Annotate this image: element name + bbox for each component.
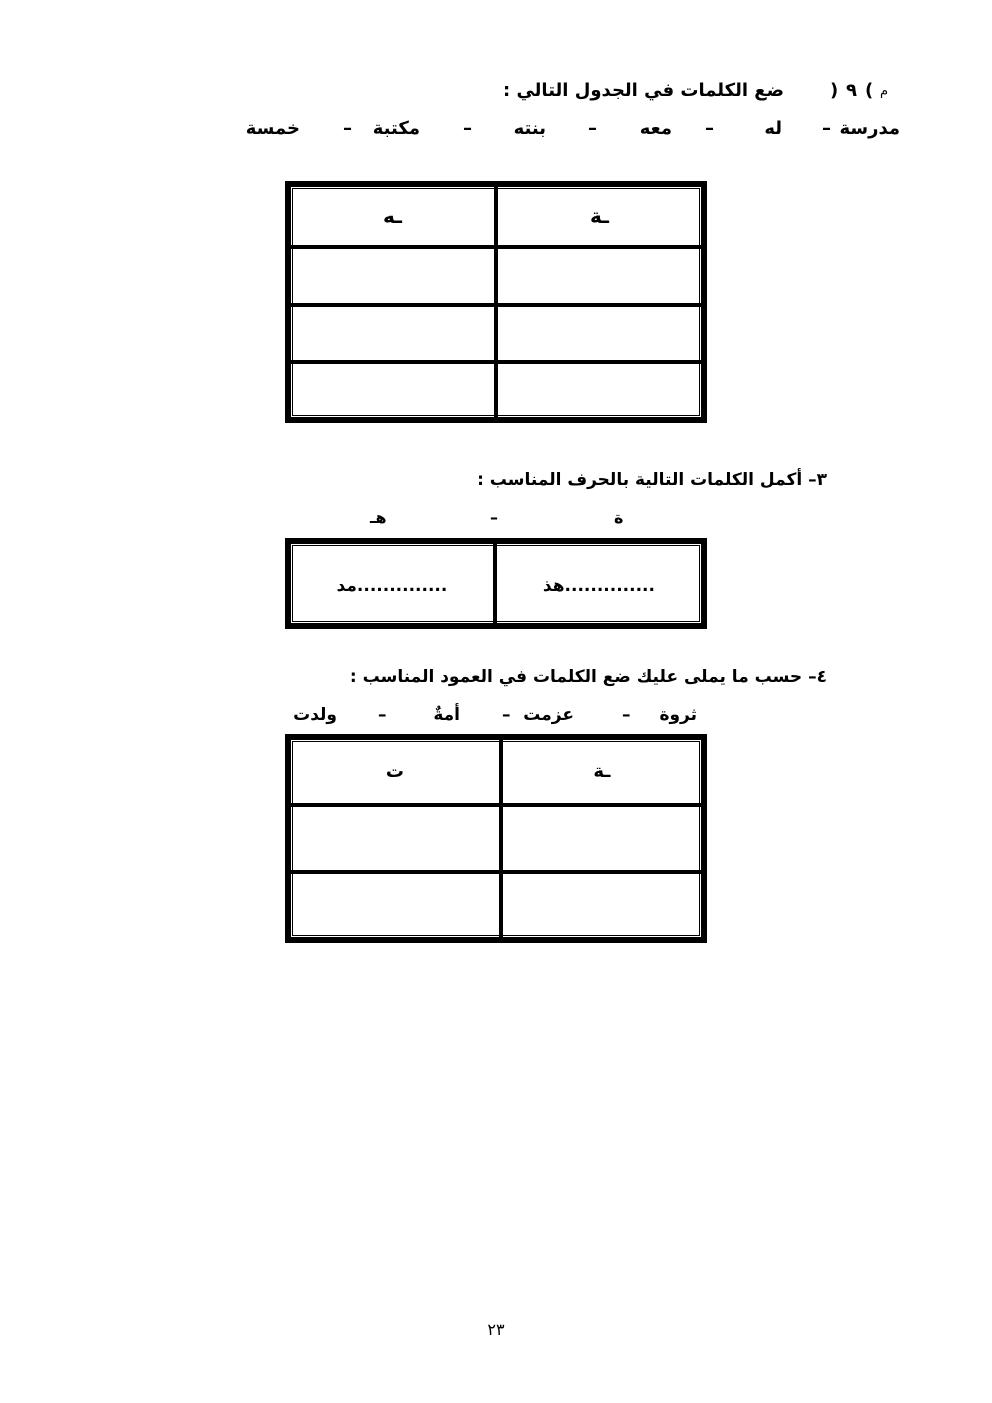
- exercise4-instruction: ٤– حسب ما يملى عليك ضع الكلمات في العمود المناسب :: [349, 667, 827, 687]
- answer-cell[interactable]: [289, 247, 496, 304]
- answer-cell[interactable]: [289, 305, 496, 362]
- word-item: بنته: [513, 118, 546, 139]
- exercise-paren-close: ): [830, 80, 839, 101]
- fill-in-cell[interactable]: [289, 542, 495, 625]
- exercise9-table: [285, 181, 707, 423]
- letter-option: هـ: [370, 508, 387, 527]
- exercise4-table: [285, 734, 707, 943]
- word-separator: –: [622, 705, 631, 725]
- table-header-cell: ـة: [501, 738, 703, 805]
- letter-separator: –: [490, 508, 498, 527]
- blank-dots: ..............: [356, 575, 448, 596]
- word-item: له: [764, 118, 782, 139]
- word-separator: –: [588, 118, 597, 139]
- word-item: عزمت: [523, 705, 574, 725]
- word-item: ولدت: [293, 705, 337, 725]
- answer-cell[interactable]: [496, 305, 703, 362]
- word-item: أمةٌ: [433, 705, 460, 725]
- exercise3-table: [285, 538, 707, 629]
- table-header-cell: ت: [289, 738, 501, 805]
- table-header-cell: ـه: [289, 185, 496, 247]
- word-stem: هذ: [542, 575, 565, 596]
- answer-cell[interactable]: [496, 247, 703, 304]
- exercise-number: ٩: [846, 80, 857, 101]
- fill-in-cell[interactable]: [495, 542, 703, 625]
- word-separator: –: [502, 705, 511, 725]
- page-number: ٢٣: [487, 1320, 505, 1339]
- answer-cell[interactable]: [289, 872, 501, 939]
- blank-dots: ..............: [564, 575, 655, 596]
- answer-cell[interactable]: [496, 362, 703, 419]
- answer-cell[interactable]: [501, 805, 703, 872]
- word-item: مدرسة: [839, 118, 900, 139]
- answer-cell[interactable]: [289, 805, 501, 872]
- letter-option: ة: [614, 508, 624, 527]
- word-separator: –: [705, 118, 714, 139]
- exercise-prefix: م: [880, 84, 889, 99]
- word-separator: –: [822, 118, 831, 139]
- exercise-paren-open: (: [865, 80, 874, 101]
- word-item: معه: [639, 118, 672, 139]
- word-separator: –: [378, 705, 387, 725]
- answer-cell[interactable]: [289, 362, 496, 419]
- exercise3-instruction: ٣– أكمل الكلمات التالية بالحرف المناسب :: [477, 470, 827, 490]
- exercise9-instruction: ضع الكلمات في الجدول التالي :: [503, 80, 784, 101]
- word-separator: –: [463, 118, 472, 139]
- table-header-cell: ـة: [496, 185, 703, 247]
- word-item: خمسة: [245, 118, 300, 139]
- answer-cell[interactable]: [501, 872, 703, 939]
- word-item: ثروة: [659, 705, 697, 725]
- word-item: مكتبة: [372, 118, 420, 139]
- word-separator: –: [343, 118, 352, 139]
- word-stem: مد: [336, 575, 357, 596]
